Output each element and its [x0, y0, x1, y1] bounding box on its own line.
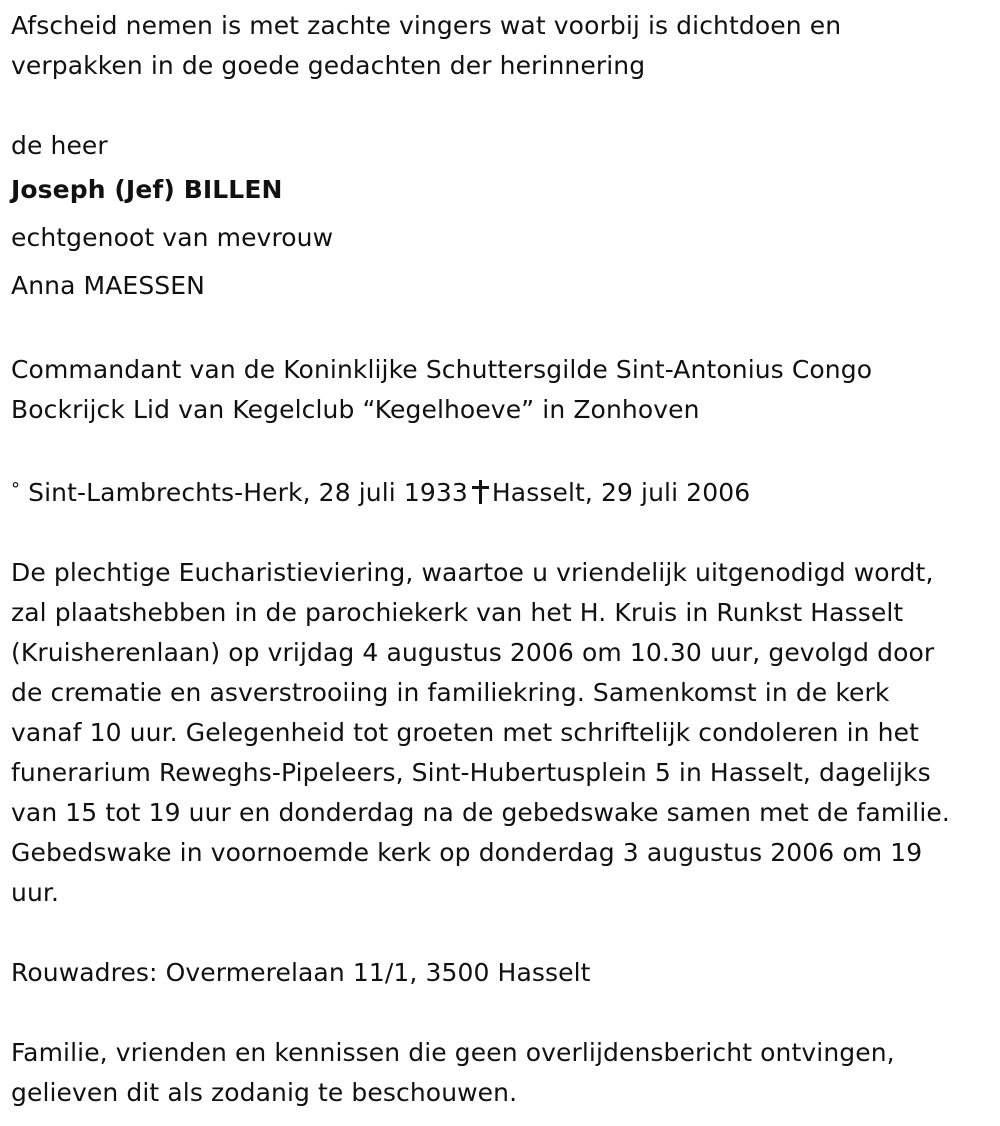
motto-line-2: verpakken in de goede gedachten der herinnering: [11, 51, 646, 80]
spacer: [11, 430, 990, 470]
deceased-name: Joseph (Jef) BILLEN: [11, 175, 283, 204]
motto: [11, 6, 990, 86]
ceremony-line: de crematie en asverstrooiing in familiekring. Samenkomst in de kerk: [11, 678, 890, 707]
closing-note: [11, 1033, 990, 1113]
life-dates-line: [11, 470, 990, 513]
spacer: [11, 513, 990, 553]
ceremony-line: vanaf 10 uur. Gelegenheid tot groeten met schriftelijk condoleren in het: [11, 718, 919, 747]
ceremony-line: zal plaatshebben in de parochiekerk van het H. Kruis in Runkst Hasselt: [11, 598, 904, 627]
mourning-address: [11, 953, 990, 993]
latin-cross-icon: [472, 480, 488, 504]
deceased-title: de heer: [11, 131, 108, 160]
motto-line-1: Afscheid nemen is met zachte vingers wat voorbij is dichtdoen en: [11, 11, 842, 40]
affiliation-line-2: Bockrijck Lid van Kegelclub “Kegelhoeve” in Zonhoven: [11, 395, 700, 424]
ceremony-line: De plechtige Eucharistieviering, waartoe u vriendelijk uitgenodigd wordt,: [11, 558, 934, 587]
life-dates: [11, 470, 990, 513]
ceremony-details: [11, 553, 990, 913]
affiliation: [11, 350, 990, 430]
mourning-address-text: Rouwadres: Overmerelaan 11/1, 3500 Hasselt: [11, 958, 591, 987]
ceremony-line: Gebedswake in voornoemde kerk op donderdag 3 augustus 2006 om 19: [11, 838, 923, 867]
ceremony-line: uur.: [11, 878, 60, 907]
spacer: [11, 913, 990, 953]
closing-line-2: gelieven dit als zodanig te beschouwen.: [11, 1078, 518, 1107]
deceased-block: [11, 126, 990, 310]
affiliation-line-1: Commandant van de Koninklijke Schuttersgilde Sint-Antonius Congo: [11, 355, 873, 384]
closing-line-1: Familie, vrienden en kennissen die geen overlijdensbericht ontvingen,: [11, 1038, 895, 1067]
ceremony-line: (Kruisherenlaan) op vrijdag 4 augustus 2006 om 10.30 uur, gevolgd door: [11, 638, 935, 667]
birth-date: Sint-Lambrechts-Herk, 28 juli 1933: [28, 478, 468, 507]
death-date: Hasselt, 29 juli 2006: [491, 478, 751, 507]
spacer: [11, 86, 990, 126]
spouse-relation: echtgenoot van mevrouw: [11, 223, 334, 252]
ceremony-line: funerarium Reweghs-Pipeleers, Sint-Hubertusplein 5 in Hasselt, dagelijks: [11, 758, 931, 787]
ceremony-line: van 15 tot 19 uur en donderdag na de gebedswake samen met de familie.: [11, 798, 950, 827]
spacer: [11, 310, 990, 350]
birth-mark: °: [11, 479, 21, 500]
spouse-name: Anna MAESSEN: [11, 271, 205, 300]
spacer: [11, 993, 990, 1033]
